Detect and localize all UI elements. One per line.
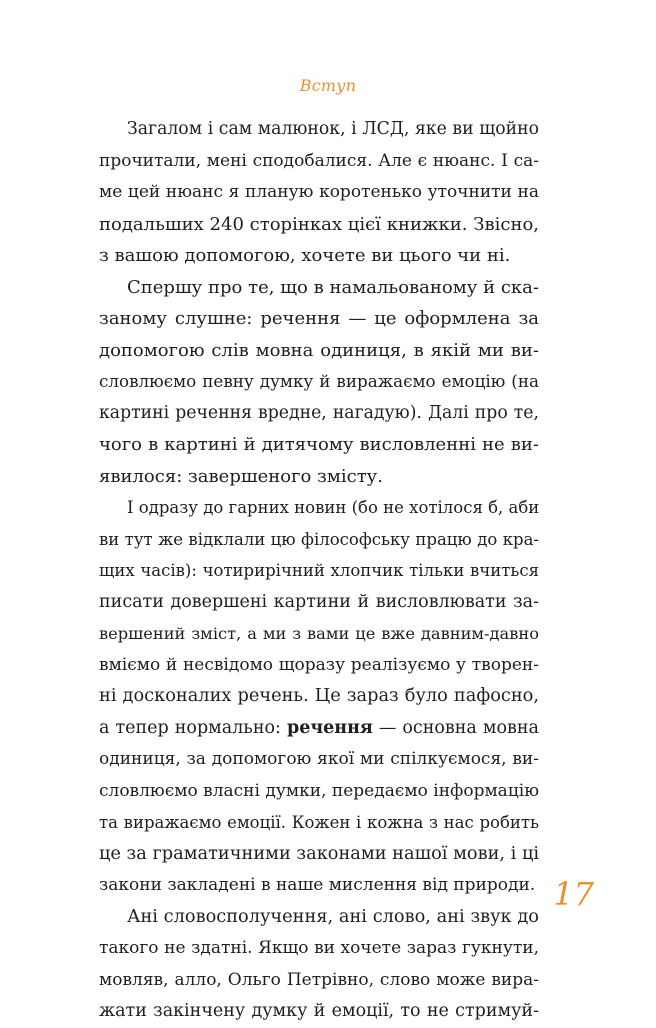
text-line: писати довершені картини й висловлювати за- xyxy=(99,591,539,612)
text-line: словлюємо власні думки, передаємо інформацію xyxy=(99,780,539,801)
text-line: закони закладені в наше мислення від природи. xyxy=(99,875,536,895)
text-fragment: — основна мовна xyxy=(372,717,539,738)
text-line: ви тут же відклали цю філософську працю до кра- xyxy=(99,529,539,549)
text-line: Ані словосполучення, ані слово, ані звук до xyxy=(127,906,539,927)
text-line: картині речення вредне, нагадую). Далі про те, xyxy=(99,402,539,423)
text-line: мовляв, алло, Ольго Петрівно, слово може вира- xyxy=(99,969,539,990)
text-line: Спершу про те, що в намальованому й ска- xyxy=(127,276,539,298)
text-line: Загалом і сам малюнок, і ЛСД, яке ви щойно xyxy=(127,119,539,139)
page-number: 17 xyxy=(553,875,594,913)
text-line: вершений зміст, а ми з вами це вже давним-давно xyxy=(99,624,539,643)
text-line: такого не здатні. Якщо ви хочете зараз гукнути, xyxy=(99,938,539,958)
text-line: допомогою слів мовна одиниця, в якій ми ви- xyxy=(99,339,539,361)
text-line: одиниця, за допомогою якої ми спілкуємося, ви- xyxy=(99,749,539,769)
text-line: жати закінчену думку й емоції, то не стримуй- xyxy=(99,1001,539,1021)
text-line: І одразу до гарних новин (бо не хотілося б, аби xyxy=(127,498,540,517)
text-line: ні досконалих речень. Це зараз було пафосно, xyxy=(99,686,539,706)
text-line: подальших 240 сторінках цієї книжки. Звісно, xyxy=(99,213,539,235)
key-term: речення xyxy=(286,717,373,738)
running-head: Вступ xyxy=(299,76,357,95)
text-line: ме цей нюанс я планую коротенько уточнити на xyxy=(99,182,539,202)
text-line: вміємо й несвідомо щоразу реалізуємо у творен- xyxy=(99,654,539,675)
text-line: з вашою допомогою, хочете ви цього чи ні. xyxy=(99,245,511,266)
text-fragment: а тепер нормально: xyxy=(99,717,287,738)
text-line: явилося: завершеного змісту. xyxy=(99,465,383,487)
body-text xyxy=(99,114,539,1028)
text-line: словлюємо певну думку й виражаємо емоцію (на xyxy=(99,371,539,391)
text-line-with-term xyxy=(99,713,539,745)
text-line: та виражаємо емоції. Кожен і кожна з нас робить xyxy=(99,813,539,832)
text-line: чого в картині й дитячому висловленні не ви- xyxy=(99,434,539,455)
text-line: заному слушне: речення — це оформлена за xyxy=(99,308,539,329)
text-line: прочитали, мені сподобалися. Але є нюанс. І са- xyxy=(99,150,539,171)
text-line: щих часів): чотирирічний хлопчик тільки вчиться xyxy=(99,561,539,580)
text-line: це за граматичними законами нашої мови, і ці xyxy=(99,843,540,864)
